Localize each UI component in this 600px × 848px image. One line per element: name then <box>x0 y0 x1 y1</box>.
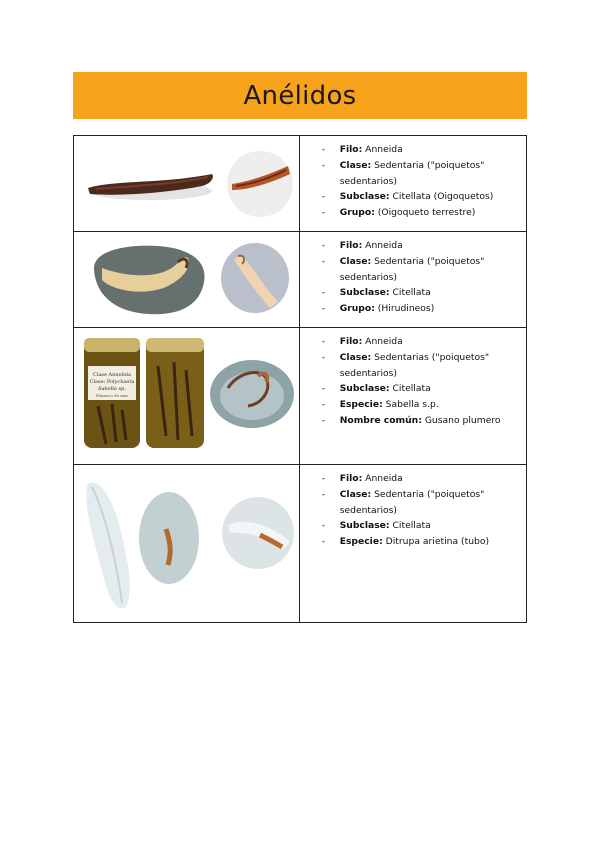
table-row <box>74 136 527 232</box>
sabella-jars <box>82 336 206 450</box>
table-row <box>74 328 527 465</box>
leech-closeup <box>220 242 290 314</box>
trait-item: - Filo: Anneida <box>322 238 518 254</box>
sabella-dish <box>208 358 296 430</box>
trait-list <box>300 328 526 429</box>
ditrupa-tube-2 <box>136 489 202 587</box>
info-cell <box>299 328 526 465</box>
info-cell <box>299 232 526 328</box>
image-cell <box>74 328 300 465</box>
image-cell <box>74 136 300 232</box>
table-row <box>74 465 527 623</box>
title-banner <box>73 72 527 119</box>
ditrupa-tube <box>78 477 140 613</box>
image-cell <box>74 232 300 328</box>
trait-item: - Especie: Sabella s.p. <box>322 397 518 413</box>
trait-item: - Clase: Sedentarias ("poiquetos" sedentarios) <box>322 350 518 382</box>
trait-list <box>300 136 526 221</box>
trait-item: - Subclase: Citellata <box>322 518 518 534</box>
trait-item: - Subclase: Citellata (Oigoquetos) <box>322 189 518 205</box>
trait-item: - Subclase: Citellata <box>322 285 518 301</box>
svg-text:Sabella sp.: Sabella sp. <box>98 386 126 392</box>
leech-specimen <box>88 240 210 320</box>
trait-item: - Clase: Sedentaria ("poiquetos" sedentarios) <box>322 487 518 519</box>
table-row <box>74 232 527 328</box>
trait-item: - Grupo: (Hirudineos) <box>322 301 518 317</box>
trait-item: - Clase: Sedentaria ("poiquetos" sedentarios) <box>322 254 518 286</box>
trait-item: - Nombre común: Gusano plumero <box>322 413 518 429</box>
ditrupa-closeup <box>220 495 296 571</box>
trait-item: - Especie: Ditrupa arietina (tubo) <box>322 534 518 550</box>
trait-list <box>300 465 526 550</box>
trait-item: - Filo: Anneida <box>322 142 518 158</box>
earthworm-specimen <box>82 158 218 208</box>
trait-item: - Clase: Sedentaria ("poiquetos" sedentarios) <box>322 158 518 190</box>
trait-item: - Filo: Anneida <box>322 334 518 350</box>
trait-item: - Subclase: Citellata <box>322 381 518 397</box>
earthworm-closeup <box>226 150 294 218</box>
specimen-table <box>73 135 527 623</box>
trait-item: - Filo: Anneida <box>322 471 518 487</box>
page-title: Anélidos <box>243 80 357 111</box>
trait-item: - Grupo: (Oigoqueto terrestre) <box>322 205 518 221</box>
image-cell <box>74 465 300 623</box>
info-cell <box>299 136 526 232</box>
svg-text:Clase: Polychaeta: Clase: Polychaeta <box>89 379 135 385</box>
trait-list <box>300 232 526 317</box>
svg-text:Plumero de mar: Plumero de mar <box>95 393 129 398</box>
svg-text:Clase Annelida: Clase Annelida <box>93 372 131 378</box>
info-cell <box>299 465 526 623</box>
